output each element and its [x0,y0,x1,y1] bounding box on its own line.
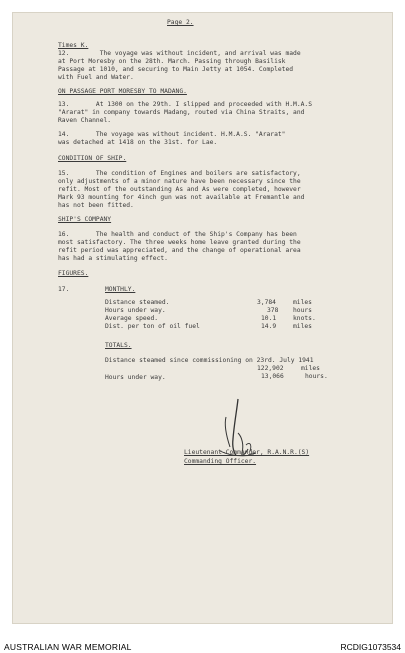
paragraph-14-line-1: 14. The voyage was without incident. H.M.A.S. "Ararat" [58,131,286,138]
monthly-label-speed: Average speed. [105,315,159,322]
monthly-value-distance: 3,784 [257,299,276,306]
monthly-unit-distance: miles [293,299,312,306]
paragraph-13-line-3: Raven Channel. [58,117,112,124]
paragraph-13-line-2: "Ararat" in company towards Madang, routed via China Straits, and [58,109,305,116]
section-heading-passage: ON PASSAGE PORT MORESBY TO MADANG. [58,88,187,95]
section-heading-ships-company: SHIP'S COMPANY [58,216,112,223]
page-number-header: Page 2. [167,19,194,26]
paragraph-16-line-2: most satisfactory. The three weeks home leave granted during the [58,239,301,246]
totals-distance-label: Distance steamed since commissioning on 23rd. July 1941 [105,357,314,364]
monthly-value-hours: 378 [267,307,279,314]
section-heading-figures: FIGURES. [58,270,89,277]
signature-rank: Lieutenant-Commander, R.A.N.R.(S) [184,449,310,456]
paragraph-14-line-2: was detached at 1418 on the 31st. for Lae. [58,139,218,146]
totals-hours-unit: hours. [305,373,328,380]
paragraph-16-line-4: has had a stimulating effect. [58,255,168,262]
monthly-unit-speed: knots. [293,315,316,322]
section-heading-condition: CONDITION OF SHIP. [58,155,127,162]
monthly-unit-dist-per-ton: miles [293,323,312,330]
paragraph-15-line-1: 15. The condition of Engines and boilers are satisfactory, [58,170,301,177]
paragraph-15-line-5: has not been fitted. [58,202,134,209]
monthly-label-dist-per-ton: Dist. per ton of oil fuel [105,323,200,330]
paragraph-15-line-3: refit. Most of the outstanding As and As were completed, however [58,186,301,193]
paragraph-13-line-1: 13. At 1300 on the 29th. I slipped and proceeded with H.M.A.S [58,101,313,108]
monthly-label-hours: Hours under way. [105,307,166,314]
monthly-heading: MONTHLY. [105,286,136,293]
monthly-value-dist-per-ton: 14.9 [261,323,277,330]
paragraph-15-line-2: only adjustments of a minor nature have been necessary since the [58,178,301,185]
totals-distance-unit: miles [301,365,320,372]
paragraph-12-line-3: Passage at 1010, and securing to Main Jetty at 1054. Completed [58,66,294,73]
paragraph-17-number: 17. [58,286,70,293]
totals-hours-value: 13,066 [261,373,284,380]
monthly-label-distance: Distance steamed. [105,299,170,306]
paragraph-16-line-3: refit period was appreciated, and the change of operational area [58,247,301,254]
totals-hours-label: Hours under way. [105,374,166,381]
archive-footer [0,626,405,653]
section-heading-times: Times K. [58,42,89,49]
paragraph-15-line-4: Mark 93 mounting for 4inch gun was not available at Fremantle and [58,194,305,201]
document-page [12,12,393,624]
paragraph-12-line-2: at Port Moresby on the 28th. March. Passing through Basilisk [58,58,286,65]
paragraph-12-line-4: with Fuel and Water. [58,74,134,81]
footer-institution: AUSTRALIAN WAR MEMORIAL [4,642,132,652]
totals-distance-value: 122,902 [257,365,284,372]
signature-title: Commanding Officer. [184,458,257,465]
monthly-value-speed: 10.1 [261,315,277,322]
totals-heading: TOTALS. [105,342,132,349]
paragraph-16-line-1: 16. The health and conduct of the Ship's Company has been [58,231,297,238]
paragraph-12-line-1: 12. The voyage was without incident, and arrival was made [58,50,301,57]
monthly-unit-hours: hours [293,307,312,314]
footer-record-id: RCDIG1073534 [340,642,401,652]
